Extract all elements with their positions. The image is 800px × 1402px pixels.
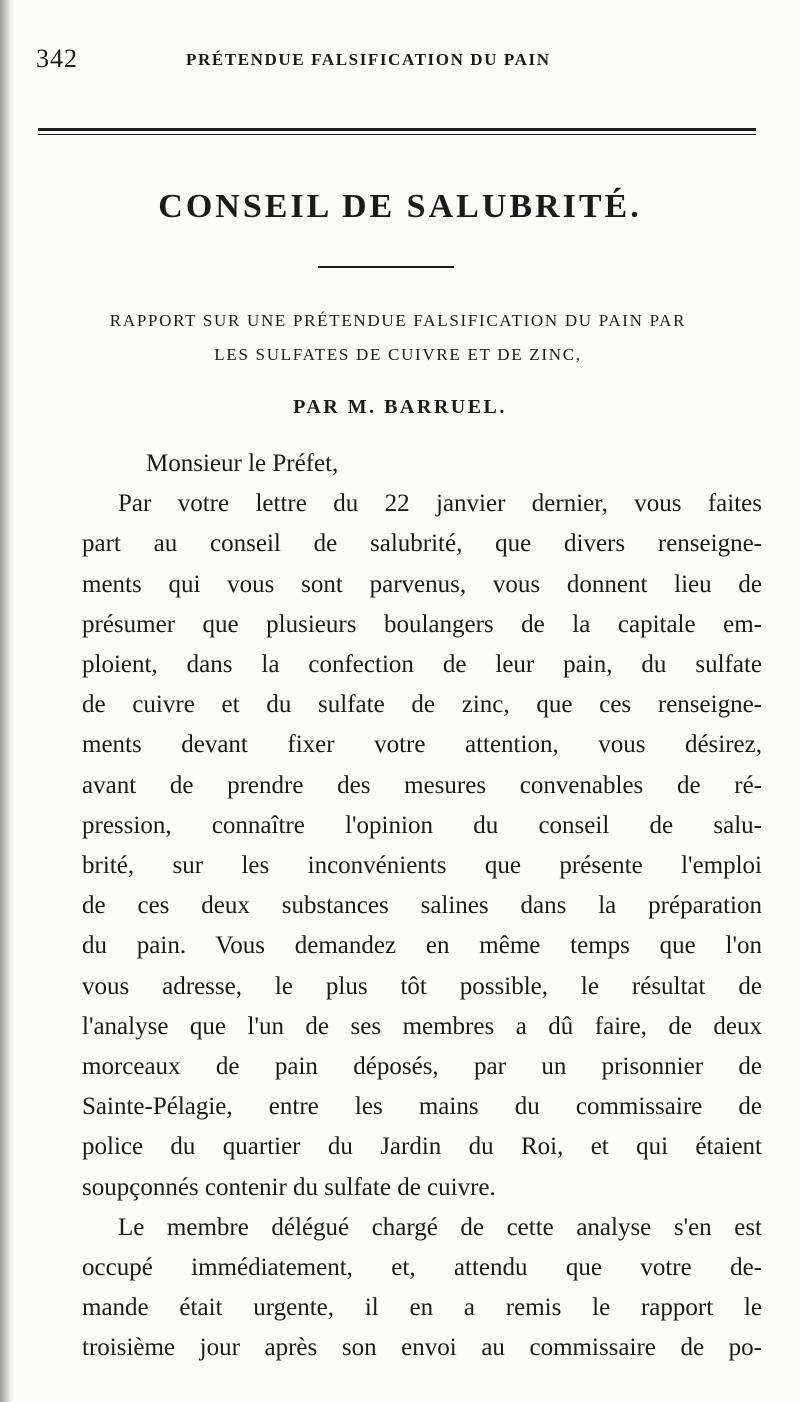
text-line: Le membre délégué chargé de cette analyse s'en est [118, 1213, 762, 1241]
page-number: 342 [36, 44, 78, 73]
text-line: de cuivre et du sulfate de zinc, que ces renseigne- [82, 691, 762, 719]
text-line: du pain. Vous demandez en même temps que l'on [82, 932, 762, 960]
text-line: ploient, dans la confection de leur pain, du sulfate [82, 651, 762, 679]
section-title: CONSEIL DE SALUBRITÉ. [158, 188, 642, 225]
text-line: part au conseil de salubrité, que divers renseigne- [82, 530, 762, 558]
author-byline: PAR M. BARRUEL. [293, 396, 507, 418]
paragraph-2 [46, 1208, 762, 1369]
text-line: mande était urgente, il en a remis le rapport le [82, 1294, 762, 1322]
text-line: l'analyse que l'un de ses membres a dû faire, de deux [82, 1012, 762, 1040]
text-line: présumer que plusieurs boulangers de la capitale em- [82, 610, 762, 638]
text-line: troisième jour après son envoi au commissaire de po- [82, 1334, 762, 1362]
paragraph-1 [46, 484, 762, 1208]
header-double-rule [38, 128, 756, 137]
text-line: avant de prendre des mesures convenables de ré- [82, 771, 762, 799]
text-line: vous adresse, le plus tôt possible, le résultat de [82, 972, 762, 1000]
title-divider [318, 266, 454, 268]
page-header [36, 44, 756, 74]
text-line: occupé immédiatement, et, attendu que votre de- [82, 1254, 762, 1282]
text-line: pression, connaître l'opinion du conseil de salu- [82, 811, 762, 839]
rule-thick [38, 128, 756, 131]
text-line: soupçonnés contenir du sulfate de cuivre. [82, 1173, 496, 1201]
text-line: Par votre lettre du 22 janvier dernier, vous faites [118, 490, 762, 518]
subtitle-line: LES SULFATES DE CUIVRE ET DE ZINC, [214, 345, 582, 364]
running-head: PRÉTENDUE FALSIFICATION DU PAIN [186, 50, 551, 69]
text-line: Sainte-Pélagie, entre les mains du commissaire de [82, 1093, 762, 1121]
body-text [46, 444, 762, 1369]
text-line: ments devant fixer votre attention, vous désirez, [82, 731, 762, 759]
report-subtitle [38, 304, 758, 372]
rule-thin [38, 134, 756, 135]
subtitle-line: RAPPORT SUR UNE PRÉTENDUE FALSIFICATION DU PAIN PAR [109, 311, 687, 330]
text-line: brité, sur les inconvénients que présente l'emploi [82, 852, 762, 880]
text-line: ments qui vous sont parvenus, vous donnent lieu de [82, 570, 762, 598]
salutation: Monsieur le Préfet, [146, 450, 339, 477]
text-line: police du quartier du Jardin du Roi, et qui étaient [82, 1133, 762, 1161]
text-line: morceaux de pain déposés, par un prisonnier de [82, 1053, 762, 1081]
text-line: de ces deux substances salines dans la préparation [82, 892, 762, 920]
